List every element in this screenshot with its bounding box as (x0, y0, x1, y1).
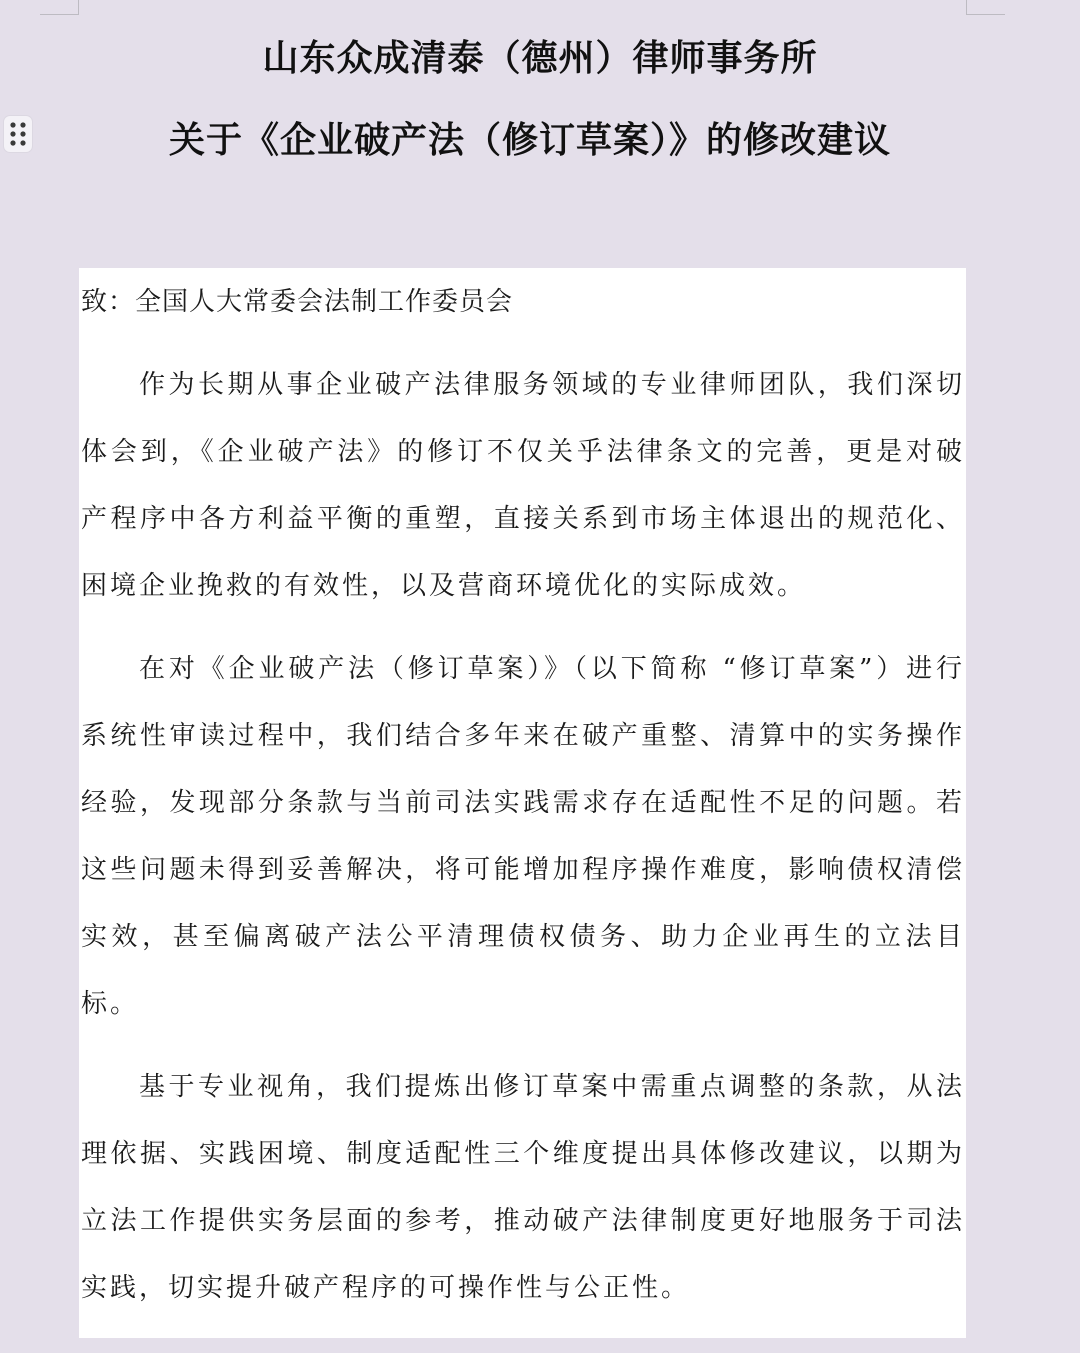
document-title-line-2: 关于《企业破产法（修订草案）》的修改建议 (168, 120, 891, 161)
body-paragraph-2: 在对《企业破产法（修订草案）》（以下简称 “修订草案”）进行系统性审读过程中，我们结合多年来在破产重整、清算中的实务操作经验，发现部分条款与当前司法实践需求存在适配性不足的问题。若这些问题未得到妥善解决，将可能增加程序操作难度，影响债权清偿实效，甚至偏离破产法公平清理债权债务、助力企业再生的立法目标。 (81, 654, 965, 1019)
page-corner-mark-right (966, 0, 1005, 15)
addressee-line: 致：全国人大常委会法制工作委员会 (81, 287, 514, 317)
body-paragraph-1: 作为长期从事企业破产法律服务领域的专业律师团队，我们深切体会到，《企业破产法》的修订不仅关乎法律条文的完善，更是对破产程序中各方利益平衡的重塑，直接关系到市场主体退出的规范化、困境企业挽救的有效性，以及营商环境优化的实际成效。 (81, 370, 965, 601)
document-body (79, 268, 966, 1338)
page-corner-mark-left (40, 0, 79, 15)
body-paragraph-3: 基于专业视角，我们提炼出修订草案中需重点调整的条款，从法理依据、实践困境、制度适配性三个维度提出具体修改建议，以期为立法工作提供实务层面的参考，推动破产法律制度更好地服务于司法实践，切实提升破产程序的可操作性与公正性。 (81, 1072, 965, 1303)
document-title-line-1: 山东众成清泰（德州）律师事务所 (262, 38, 818, 79)
